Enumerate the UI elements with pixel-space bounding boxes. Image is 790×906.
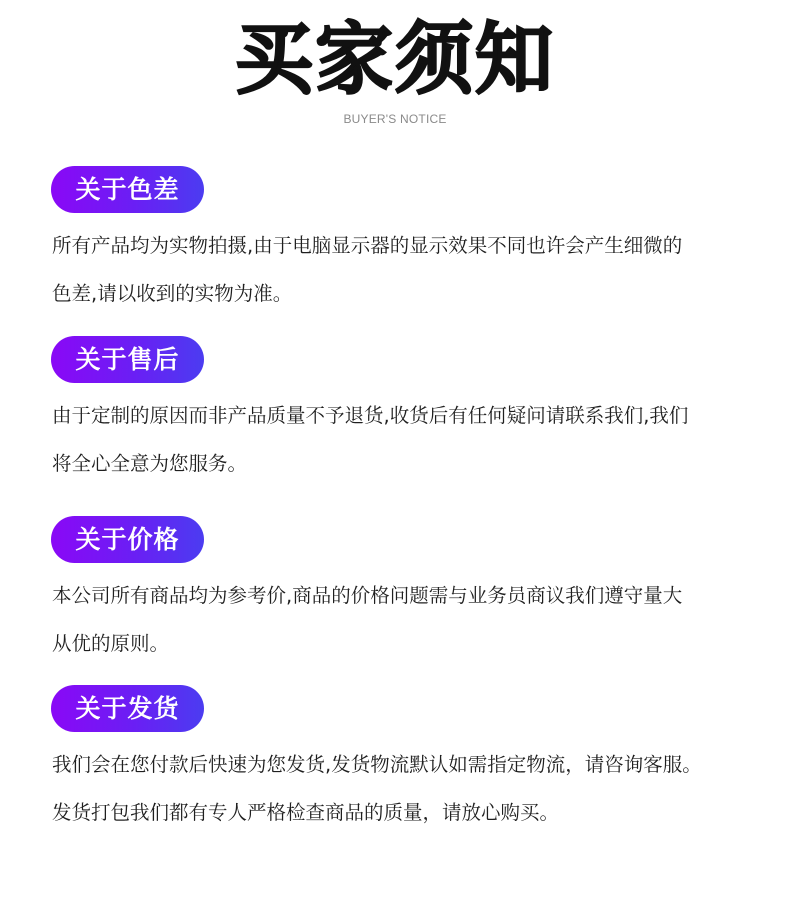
section-heading-pill: 关于色差 <box>51 166 204 213</box>
section-heading-pill: 关于发货 <box>51 685 204 732</box>
page-subtitle: BUYER'S NOTICE <box>343 112 447 126</box>
page-title: 买家须知 <box>234 15 555 105</box>
section-body-text: 我们会在您付款后快速为您发货,发货物流默认如需指定物流，请咨询客服。 发货打包我们都有专人严格检查商品的质量，请放心购买。 <box>52 753 702 824</box>
section-body-text: 由于定制的原因而非产品质量不予退货,收货后有任何疑问请联系我们,我们 将全心全意为您服务。 <box>52 404 689 475</box>
section-heading-pill: 关于价格 <box>51 516 204 563</box>
section-body-text: 所有产品均为实物拍摄,由于电脑显示器的显示效果不同也许会产生细微的 色差,请以收到的实物为准。 <box>52 234 683 305</box>
section-body-text: 本公司所有商品均为参考价,商品的价格问题需与业务员商议我们遵守量大 从优的原则。 <box>52 584 683 655</box>
section-heading-pill: 关于售后 <box>51 336 204 383</box>
